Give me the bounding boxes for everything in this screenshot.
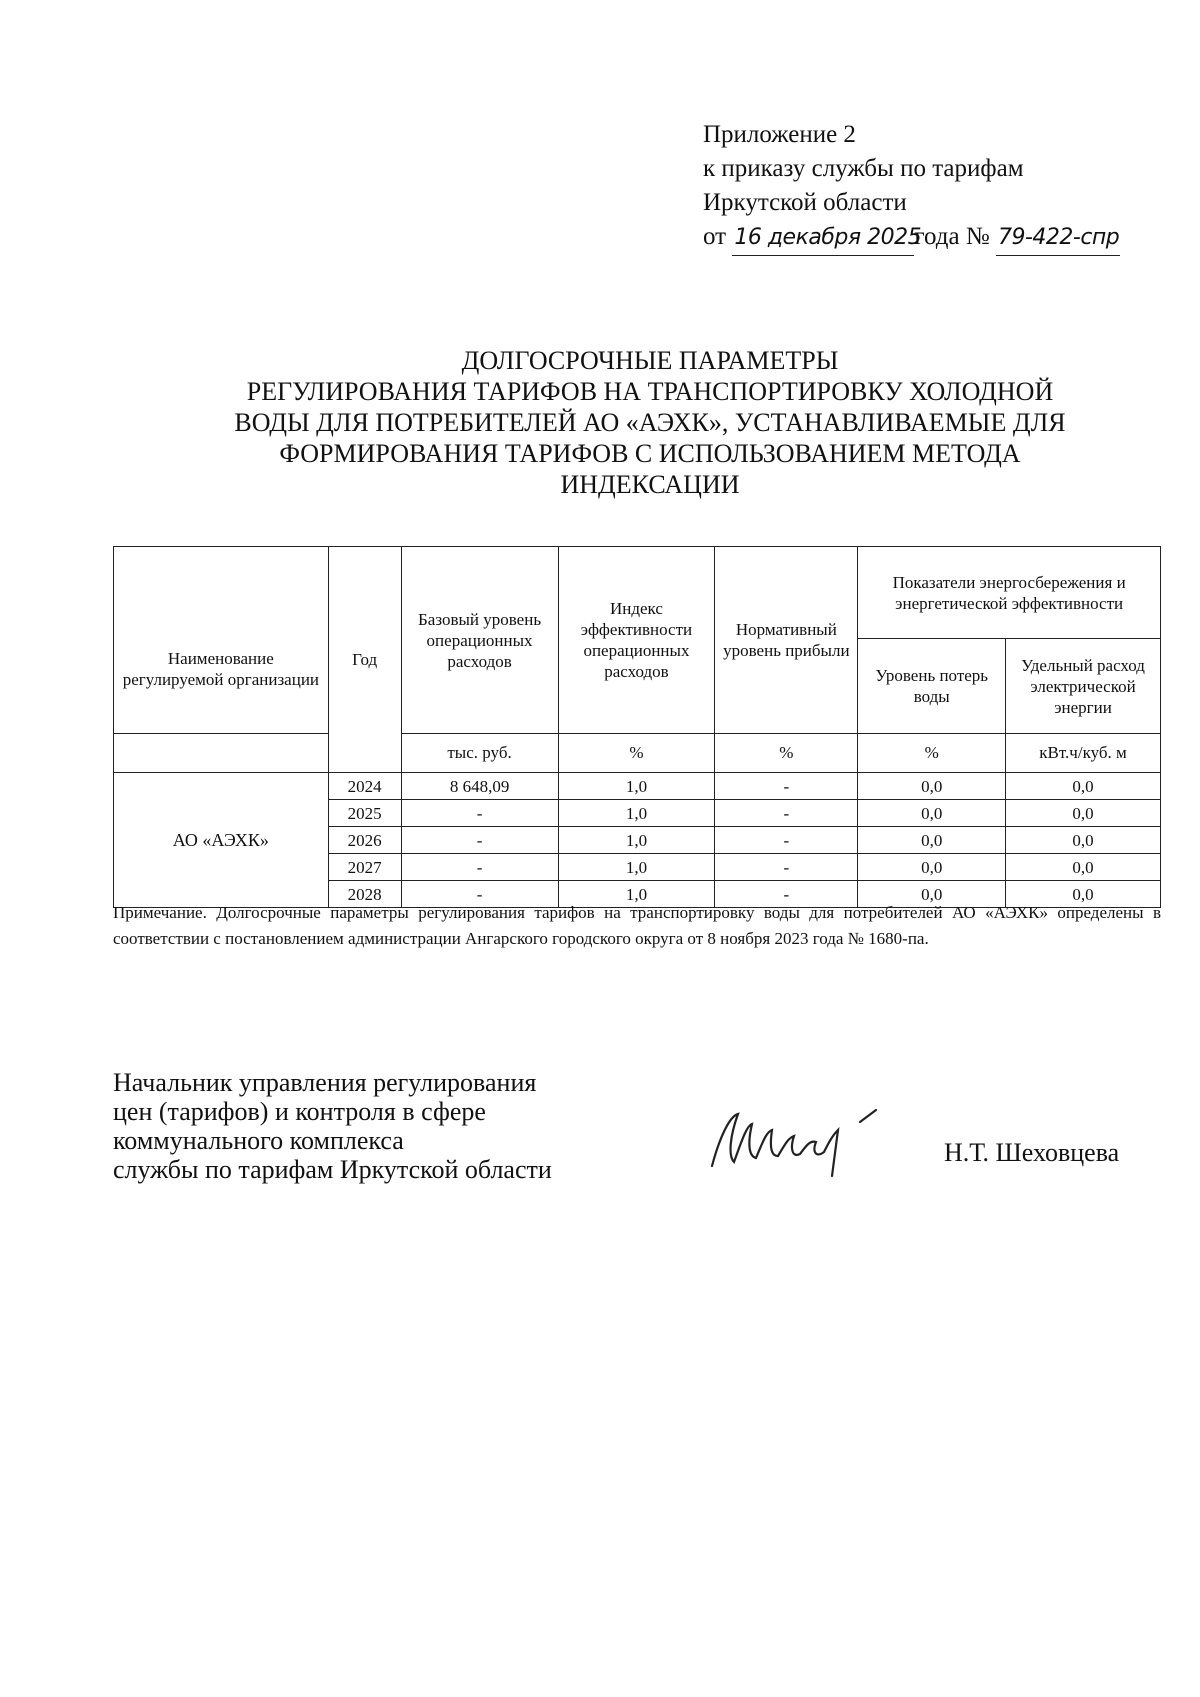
cell-profit: - (715, 881, 858, 908)
note-paragraph: Примечание. Долгосрочные параметры регулирования тарифов на транспортировку воды для потребителей АО «АЭХК» определены в соответствии с постановлением администрации Ангарского городского округа от 8 ноября 2023 года № 1680-па. (113, 903, 1161, 948)
title-line-1: ДОЛГОСРОЧНЫЕ ПАРАМЕТРЫ (461, 346, 839, 375)
signer-name: Н.Т. Шеховцева (944, 1138, 1120, 1167)
cell-base: - (401, 800, 558, 827)
handwritten-signature (700, 1096, 910, 1186)
handwritten-date: 16 декабря 2025 (732, 221, 914, 256)
cell-profit: - (715, 827, 858, 854)
signer-position-line-4: службы по тарифам Иркутской области (113, 1155, 552, 1184)
header-organization: Наименование регулируемой организации (114, 547, 329, 734)
cell-base: - (401, 854, 558, 881)
appendix-line-1: Приложение 2 (703, 121, 856, 148)
header-water-losses: Уровень потерь воды (858, 639, 1006, 734)
cell-profit: - (715, 800, 858, 827)
cell-electric: 0,0 (1006, 881, 1161, 908)
cell-base: - (401, 827, 558, 854)
cell-index: 1,0 (558, 800, 715, 827)
year-word: года № (914, 223, 990, 250)
header-year: Год (328, 547, 401, 773)
cell-year: 2028 (328, 881, 401, 908)
cell-base: 8 648,09 (401, 773, 558, 800)
cell-electric: 0,0 (1006, 800, 1161, 827)
document-title (150, 345, 1150, 500)
title-line-3: ВОДЫ ДЛЯ ПОТРЕБИТЕЛЕЙ АО «АЭХК», УСТАНАВЛИВАЕМЫЕ ДЛЯ (234, 408, 1066, 437)
signer-position-line-3: коммунального комплекса (113, 1126, 404, 1155)
header-profit-level: Нормативный уровень прибыли (715, 547, 858, 734)
cell-index: 1,0 (558, 881, 715, 908)
parameters-table (113, 546, 1161, 908)
header-electric-consumption: Удельный расход электрической энергии (1006, 639, 1161, 734)
cell-profit: - (715, 854, 858, 881)
unit-electric: кВт.ч/куб. м (1006, 734, 1161, 773)
title-line-4: ФОРМИРОВАНИЯ ТАРИФОВ С ИСПОЛЬЗОВАНИЕМ МЕТОДА (279, 439, 1021, 468)
unit-org-empty (114, 734, 329, 773)
handwritten-order-number: 79-422-спр (996, 221, 1120, 256)
header-efficiency-index: Индекс эффективности операционных расходов (558, 547, 715, 734)
cell-losses: 0,0 (858, 827, 1006, 854)
cell-losses: 0,0 (858, 773, 1006, 800)
appendix-header (703, 118, 1120, 256)
appendix-line-3: Иркутской области (703, 189, 907, 216)
cell-base: - (401, 881, 558, 908)
cell-year: 2027 (328, 854, 401, 881)
signer-position-line-2: цен (тарифов) и контроля в сфере (113, 1097, 486, 1126)
unit-profit: % (715, 734, 858, 773)
cell-year: 2025 (328, 800, 401, 827)
date-prefix: от (703, 223, 727, 250)
cell-losses: 0,0 (858, 800, 1006, 827)
unit-base: тыс. руб. (401, 734, 558, 773)
cell-profit: - (715, 773, 858, 800)
cell-index: 1,0 (558, 827, 715, 854)
cell-losses: 0,0 (858, 854, 1006, 881)
signer-position-line-1: Начальник управления регулирования (113, 1068, 537, 1097)
header-base-expenses: Базовый уровень операционных расходов (401, 547, 558, 734)
header-energy-indicators: Показатели энергосбережения и энергетической эффективности (858, 547, 1161, 639)
cell-electric: 0,0 (1006, 854, 1161, 881)
cell-losses: 0,0 (858, 881, 1006, 908)
appendix-line-4 (703, 220, 1120, 256)
title-line-5: ИНДЕКСАЦИИ (560, 470, 740, 499)
cell-year: 2024 (328, 773, 401, 800)
cell-index: 1,0 (558, 854, 715, 881)
cell-electric: 0,0 (1006, 773, 1161, 800)
cell-year: 2026 (328, 827, 401, 854)
signer-position (113, 1068, 552, 1184)
appendix-line-2: к приказу службы по тарифам (703, 155, 1024, 182)
unit-losses: % (858, 734, 1006, 773)
cell-index: 1,0 (558, 773, 715, 800)
cell-electric: 0,0 (1006, 827, 1161, 854)
title-line-2: РЕГУЛИРОВАНИЯ ТАРИФОВ НА ТРАНСПОРТИРОВКУ ХОЛОДНОЙ (246, 377, 1054, 406)
unit-index: % (558, 734, 715, 773)
organization-name: АО «АЭХК» (114, 773, 329, 908)
table-row (114, 773, 1161, 800)
